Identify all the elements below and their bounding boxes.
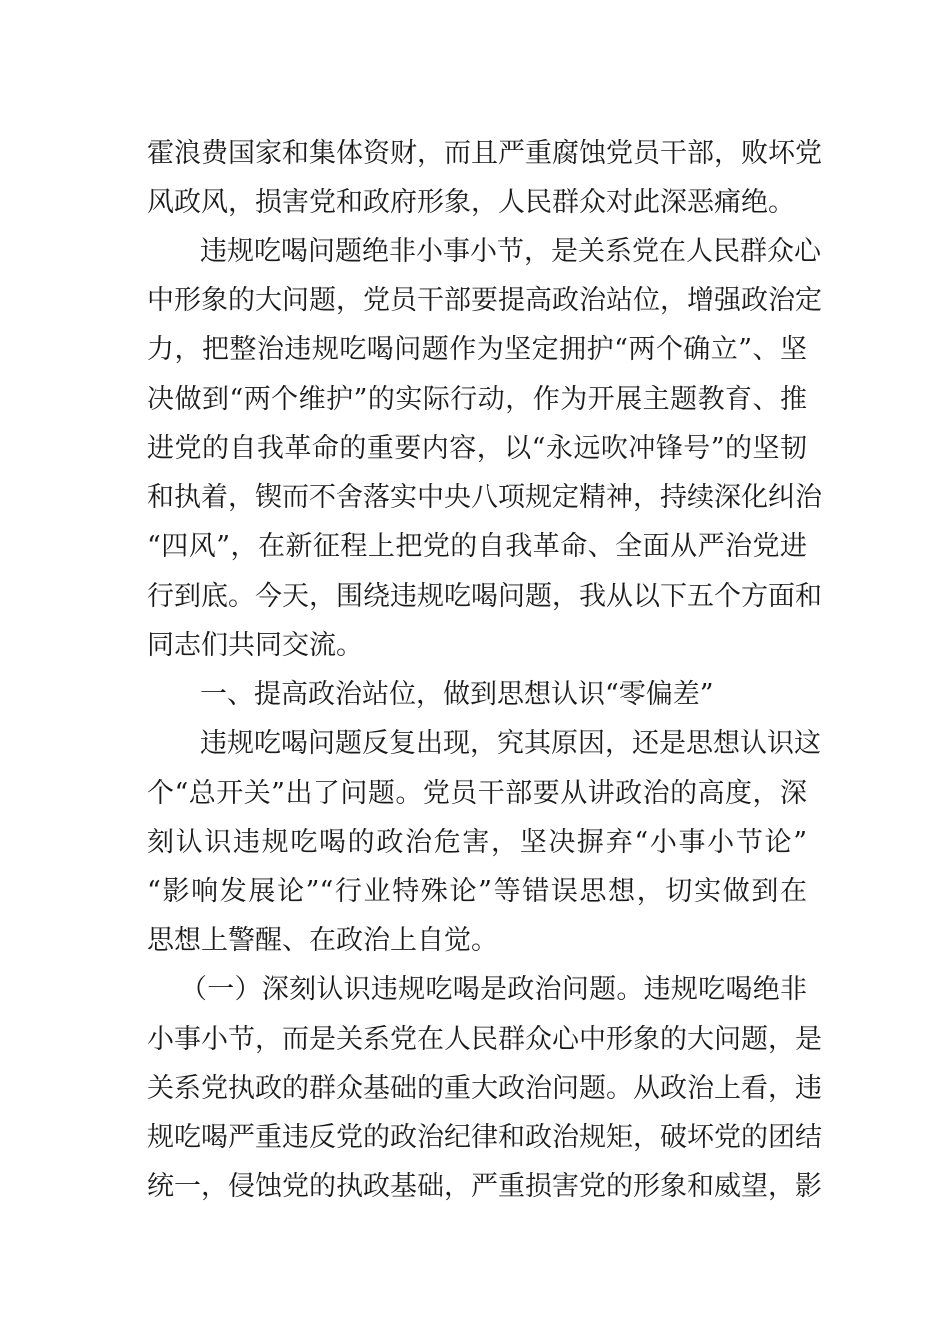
- text-line: “影响发展论”“行业特殊论”等错误思想，切实做到在: [147, 876, 807, 907]
- text-line: 进党的自我革命的重要内容，以“永远吹冲锋号”的坚韧: [147, 433, 807, 464]
- text-line: 规吃喝严重违反党的政治纪律和政治规矩，破坏党的团结: [147, 1122, 822, 1153]
- text-line: 和执着，锲而不舍落实中央八项规定精神，持续深化纠治: [147, 482, 822, 513]
- text-line: 关系党执政的群众基础的重大政治问题。从政治上看，违: [147, 1073, 822, 1104]
- paragraph-first-line: 违规吃喝问题绝非小事小节，是关系党在人民群众心: [200, 236, 821, 267]
- subsection-first-line: （一）深刻认识违规吃喝是政治问题。违规吃喝绝非: [180, 974, 807, 1005]
- text-line: 霍浪费国家和集体资财，而且严重腐蚀党员干部，败坏党: [147, 138, 822, 169]
- text-line: 风政风，损害党和政府形象，人民群众对此深恶痛绝。: [147, 187, 795, 218]
- text-line: 小事小节，而是关系党在人民群众心中形象的大问题，是: [147, 1024, 822, 1055]
- text-line: 刻认识违规吃喝的政治危害，坚决摒弃“小事小节论”: [147, 827, 807, 858]
- section-heading: 一、提高政治站位，做到思想认识“零偏差”: [200, 679, 714, 710]
- text-line: “四风”，在新征程上把党的自我革命、全面从严治党进: [147, 531, 807, 562]
- paragraph-first-line: 违规吃喝问题反复出现，究其原因，还是思想认识这: [200, 728, 821, 759]
- text-line: 统一，侵蚀党的执政基础，严重损害党的形象和威望，影: [147, 1171, 822, 1202]
- text-line: 个“总开关”出了问题。党员干部要从讲政治的高度，深: [147, 778, 807, 809]
- text-line: 力，把整治违规吃喝问题作为坚定拥护“两个确立”、坚: [147, 334, 807, 365]
- text-line: 中形象的大问题，党员干部要提高政治站位，增强政治定: [147, 285, 822, 316]
- text-line: 行到底。今天，围绕违规吃喝问题，我从以下五个方面和: [147, 581, 822, 612]
- text-line: 同志们共同交流。: [147, 630, 363, 661]
- text-line: 决做到“两个维护”的实际行动，作为开展主题教育、推: [147, 384, 807, 415]
- text-line: 思想上警醒、在政治上自觉。: [147, 925, 498, 956]
